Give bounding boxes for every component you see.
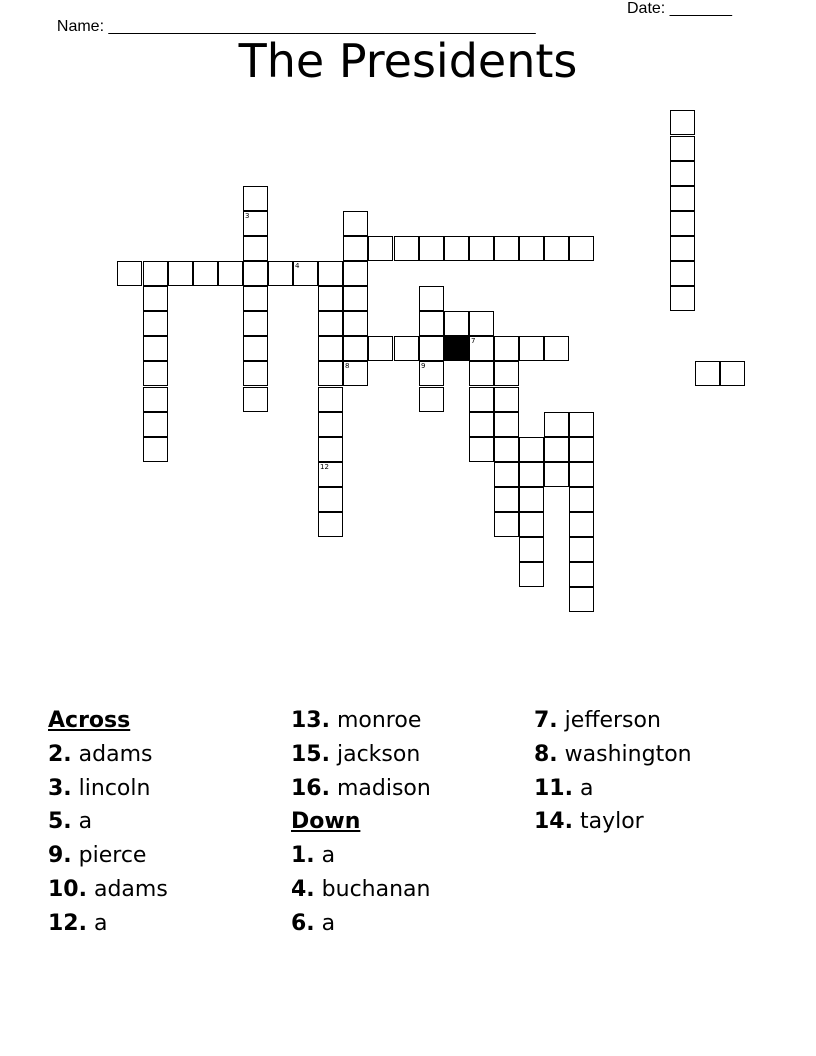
- clue-item: [291, 738, 531, 772]
- date-field-label: Date: _______: [627, 0, 732, 17]
- clue-item-number: 10.: [48, 876, 87, 902]
- clue-item-text: adams: [86, 876, 168, 902]
- grid-cell[interactable]: [494, 512, 519, 537]
- grid-cell[interactable]: [469, 311, 494, 336]
- clue-item-number: 8.: [534, 741, 558, 767]
- grid-cell[interactable]: [143, 361, 168, 386]
- grid-cell[interactable]: [670, 186, 695, 211]
- grid-cell[interactable]: [293, 261, 318, 286]
- clue-item: [291, 704, 531, 738]
- grid-cell[interactable]: [494, 236, 519, 261]
- clue-item-number: 3.: [48, 775, 72, 801]
- grid-cell[interactable]: [243, 261, 268, 286]
- clue-list-col2-down: [291, 839, 531, 940]
- grid-cell[interactable]: [419, 286, 444, 311]
- clue-item-number: 7.: [534, 708, 558, 733]
- grid-cell[interactable]: [670, 236, 695, 261]
- clue-list-col1: [48, 738, 288, 941]
- clue-item: [48, 772, 288, 806]
- grid-cell[interactable]: [394, 236, 419, 261]
- grid-cell[interactable]: [544, 462, 569, 487]
- clue-item-number: 9.: [48, 843, 72, 869]
- grid-cell[interactable]: [343, 311, 368, 336]
- grid-cell[interactable]: [469, 412, 494, 437]
- clue-item: [48, 805, 288, 839]
- grid-cell[interactable]: [494, 462, 519, 487]
- clue-item-text: jefferson: [557, 708, 661, 733]
- grid-cell[interactable]: [419, 311, 444, 336]
- grid-cell[interactable]: [469, 387, 494, 412]
- clue-number: 12: [320, 463, 329, 471]
- grid-cell[interactable]: [143, 336, 168, 361]
- grid-cell[interactable]: [569, 512, 594, 537]
- grid-cell[interactable]: [494, 437, 519, 462]
- grid-cell[interactable]: [343, 211, 368, 236]
- clue-item-text: lincoln: [71, 775, 151, 801]
- clue-column-3: [534, 704, 794, 839]
- clue-number: 9: [421, 362, 426, 370]
- grid-cell[interactable]: [670, 261, 695, 286]
- grid-cell[interactable]: [318, 261, 343, 286]
- clue-item: [48, 839, 288, 873]
- grid-cell[interactable]: [318, 286, 343, 311]
- grid-cell[interactable]: [143, 286, 168, 311]
- grid-cell[interactable]: [494, 361, 519, 386]
- grid-cell[interactable]: [519, 512, 544, 537]
- grid-cell[interactable]: [695, 361, 720, 386]
- grid-cell[interactable]: [544, 437, 569, 462]
- grid-cell[interactable]: [519, 236, 544, 261]
- grid-cell[interactable]: [720, 361, 745, 386]
- grid-cell[interactable]: [243, 286, 268, 311]
- clue-item-text: madison: [329, 775, 431, 801]
- clue-item: [48, 873, 288, 907]
- grid-cell[interactable]: [469, 437, 494, 462]
- clue-item-text: jackson: [329, 741, 421, 767]
- grid-cell[interactable]: [193, 261, 218, 286]
- grid-cell[interactable]: [343, 261, 368, 286]
- grid-cell[interactable]: [143, 261, 168, 286]
- grid-cell[interactable]: [143, 387, 168, 412]
- clue-list-col3: [534, 704, 794, 839]
- clue-column-1: [48, 704, 288, 941]
- grid-cell[interactable]: [419, 387, 444, 412]
- grid-cell[interactable]: [243, 336, 268, 361]
- grid-cell[interactable]: [243, 361, 268, 386]
- grid-cell[interactable]: [569, 236, 594, 261]
- clue-item: [534, 772, 794, 806]
- clue-item-text: adams: [71, 741, 153, 767]
- grid-cell[interactable]: [469, 336, 494, 361]
- clue-item-number: 12.: [48, 910, 87, 936]
- clue-item: [534, 805, 794, 839]
- page-title: The Presidents: [238, 34, 578, 88]
- grid-cell[interactable]: [469, 236, 494, 261]
- grid-cell[interactable]: [168, 261, 193, 286]
- grid-cell[interactable]: [318, 361, 343, 386]
- grid-cell[interactable]: [343, 336, 368, 361]
- clue-item-number: 5.: [48, 809, 72, 835]
- grid-cell[interactable]: [243, 211, 268, 236]
- grid-cell[interactable]: [318, 336, 343, 361]
- grid-block: [444, 336, 469, 361]
- across-heading: Across: [48, 708, 131, 733]
- grid-cell[interactable]: [444, 236, 469, 261]
- grid-cell[interactable]: [670, 161, 695, 186]
- grid-cell[interactable]: [519, 437, 544, 462]
- grid-cell[interactable]: [569, 587, 594, 612]
- name-field-label: Name: ________________________________________________: [56, 18, 536, 35]
- grid-cell[interactable]: [218, 261, 243, 286]
- grid-cell[interactable]: [519, 336, 544, 361]
- grid-cell[interactable]: [519, 487, 544, 512]
- clue-number: 4: [295, 262, 300, 270]
- grid-cell[interactable]: [143, 437, 168, 462]
- clue-item-number: 16.: [291, 775, 330, 801]
- grid-cell[interactable]: [494, 336, 519, 361]
- grid-cell[interactable]: [318, 437, 343, 462]
- grid-cell[interactable]: [569, 412, 594, 437]
- grid-cell[interactable]: [343, 361, 368, 386]
- clue-item: [291, 772, 531, 806]
- clue-item: [48, 738, 288, 772]
- clue-item-number: 4.: [291, 876, 315, 902]
- clue-item-number: 11.: [534, 775, 573, 801]
- grid-cell[interactable]: [394, 336, 419, 361]
- grid-cell[interactable]: [318, 311, 343, 336]
- grid-cell[interactable]: [494, 412, 519, 437]
- clue-item-number: 14.: [534, 809, 573, 835]
- clue-item-text: a: [314, 843, 336, 869]
- grid-cell[interactable]: [569, 487, 594, 512]
- grid-cell[interactable]: [343, 286, 368, 311]
- clue-item: [534, 704, 794, 738]
- grid-cell[interactable]: [569, 437, 594, 462]
- grid-cell[interactable]: [318, 512, 343, 537]
- grid-cell[interactable]: [494, 487, 519, 512]
- clue-item-text: pierce: [71, 843, 147, 869]
- grid-cell[interactable]: [494, 387, 519, 412]
- grid-cell[interactable]: [670, 136, 695, 161]
- grid-cell[interactable]: [368, 336, 393, 361]
- grid-cell[interactable]: [569, 462, 594, 487]
- grid-cell[interactable]: [243, 311, 268, 336]
- grid-cell[interactable]: [368, 236, 393, 261]
- grid-cell[interactable]: [670, 211, 695, 236]
- clue-item-text: buchanan: [314, 876, 431, 902]
- clue-list-col2-across: [291, 704, 531, 805]
- grid-cell[interactable]: [143, 412, 168, 437]
- grid-cell[interactable]: [318, 387, 343, 412]
- grid-cell[interactable]: [569, 537, 594, 562]
- clue-number: 8: [345, 362, 350, 370]
- grid-cell[interactable]: [318, 412, 343, 437]
- grid-cell[interactable]: [117, 261, 142, 286]
- clue-item-number: 13.: [291, 708, 330, 733]
- clue-item-text: a: [71, 809, 93, 835]
- grid-cell[interactable]: [268, 261, 293, 286]
- clue-item: [291, 907, 531, 941]
- grid-cell[interactable]: [318, 462, 343, 487]
- clue-column-2: [291, 704, 531, 941]
- clue-item-text: a: [572, 775, 594, 801]
- clue-item: [534, 738, 794, 772]
- grid-cell[interactable]: [469, 361, 494, 386]
- grid-cell[interactable]: [519, 562, 544, 587]
- clue-item-number: 15.: [291, 741, 330, 767]
- clue-item: [48, 907, 288, 941]
- clue-item: [291, 839, 531, 873]
- clue-item: [291, 873, 531, 907]
- grid-cell[interactable]: [143, 311, 168, 336]
- grid-cell[interactable]: [670, 286, 695, 311]
- clue-item-number: 2.: [48, 741, 72, 767]
- grid-cell[interactable]: [519, 462, 544, 487]
- clue-item-text: washington: [557, 741, 692, 767]
- grid-cell[interactable]: [419, 361, 444, 386]
- grid-cell[interactable]: [318, 487, 343, 512]
- clue-item-text: taylor: [572, 809, 644, 835]
- grid-cell[interactable]: [544, 236, 569, 261]
- grid-cell[interactable]: [444, 311, 469, 336]
- clue-item-text: monroe: [329, 708, 422, 733]
- clue-item-number: 1.: [291, 843, 315, 869]
- grid-cell[interactable]: [419, 336, 444, 361]
- down-heading: Down: [291, 809, 361, 835]
- grid-cell[interactable]: [243, 236, 268, 261]
- grid-cell[interactable]: [419, 236, 444, 261]
- grid-cell[interactable]: [243, 387, 268, 412]
- clue-item-text: a: [86, 910, 108, 936]
- clue-item-number: 6.: [291, 910, 315, 936]
- grid-cell[interactable]: [343, 236, 368, 261]
- grid-cell[interactable]: [544, 336, 569, 361]
- clue-number: 3: [245, 212, 250, 220]
- grid-cell[interactable]: [670, 110, 695, 135]
- clue-item-text: a: [314, 910, 336, 936]
- grid-cell[interactable]: [243, 186, 268, 211]
- grid-cell[interactable]: [519, 537, 544, 562]
- clue-number: 7: [471, 337, 476, 345]
- grid-cell[interactable]: [544, 412, 569, 437]
- grid-cell[interactable]: [569, 562, 594, 587]
